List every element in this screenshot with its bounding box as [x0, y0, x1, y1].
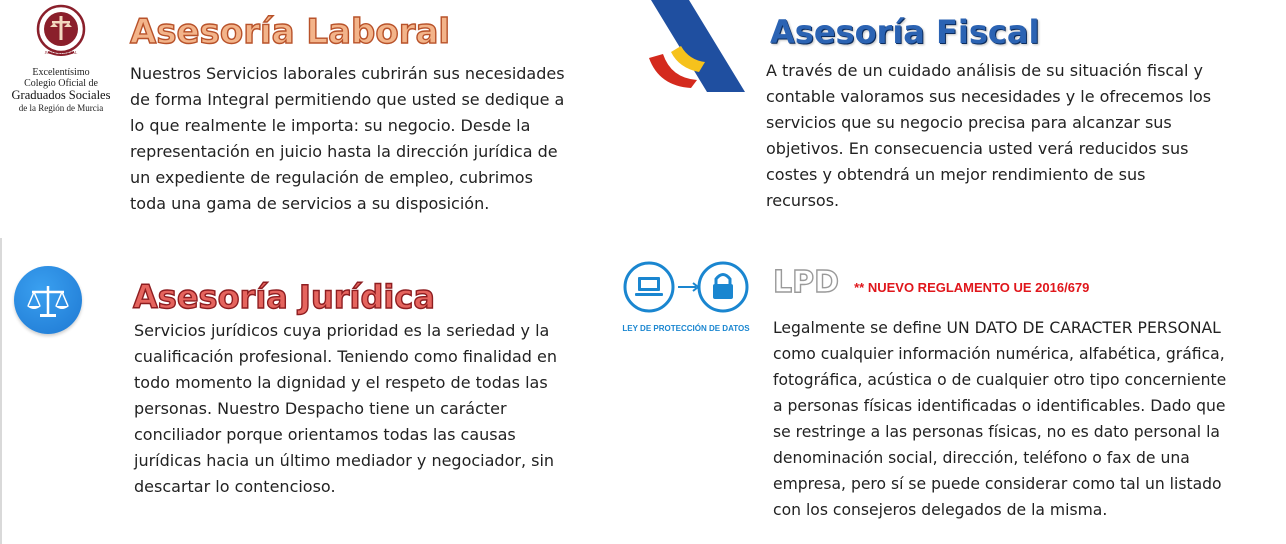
- computer-to-lock-icon: [620, 260, 750, 342]
- lpd-line: se restringe a las personas físicas, no es dato personal la: [773, 423, 1220, 441]
- logo-ring-text: JUSTICIA SOCIAL: [44, 50, 78, 55]
- juridica-line: jurídicas hacia un último mediador y negociador, sin: [134, 451, 555, 470]
- laboral-line: de forma Integral permitiendo que usted se dedique a: [130, 90, 565, 109]
- laboral-line: un expediente de regulación de empleo, cubrimos: [130, 168, 533, 187]
- juridica-description: [134, 318, 557, 500]
- laboral-description: [130, 61, 565, 217]
- fiscal-line: contable valoramos sus necesidades y le ofrecemos los: [766, 87, 1212, 106]
- juridica-title: Asesoría Jurídica: [133, 278, 435, 316]
- fiscal-title: Asesoría Fiscal: [770, 13, 1040, 51]
- logo-line: Colegio Oficial de: [24, 78, 98, 89]
- scales-of-justice-icon: [14, 266, 82, 334]
- fiscal-line: servicios que su negocio precisa para alcanzar sus: [766, 113, 1172, 132]
- laboral-section: [0, 0, 620, 236]
- laboral-line: representación en juicio hasta la dirección jurídica de: [130, 142, 558, 161]
- laboral-title: Asesoría Laboral: [130, 12, 451, 52]
- juridica-section: [0, 240, 620, 544]
- juridica-line: personas. Nuestro Despacho tiene un carácter: [134, 399, 507, 418]
- lpd-line: Legalmente se define UN DATO DE CARACTER PERSONAL: [773, 319, 1221, 337]
- lpd-line: como cualquier información numérica, alfabética, gráfica,: [773, 345, 1225, 363]
- fiscal-description: [766, 58, 1211, 214]
- lpd-title: LPD: [773, 265, 840, 300]
- lpd-section: [620, 240, 1286, 544]
- logo-line: Excelentísimo: [32, 67, 90, 78]
- lpd-description: [773, 315, 1226, 523]
- fiscal-line: recursos.: [766, 191, 840, 210]
- logo-line: de la Región de Murcia: [18, 103, 104, 113]
- logo-line: Graduados Sociales: [11, 88, 111, 102]
- juridica-line: Servicios jurídicos cuya prioridad es la seriedad y la: [134, 321, 550, 340]
- graduados-sociales-seal-icon: [36, 4, 86, 56]
- lpd-icon-caption: LEY DE PROTECCIÓN DE DATOS: [622, 324, 750, 333]
- lpd-line: a personas físicas identificadas o identificables. Dado que: [773, 397, 1226, 415]
- juridica-line: descartar lo contencioso.: [134, 477, 336, 496]
- juridica-line: todo momento la dignidad y el respeto de todas las: [134, 373, 548, 392]
- lpd-line: denominación social, dirección, teléfono o fax de una: [773, 449, 1190, 467]
- lpd-header: [773, 266, 1089, 300]
- fiscal-line: A través de un cuidado análisis de su situación fiscal y: [766, 61, 1204, 80]
- juridica-line: conciliador porque orientamos todas las causas: [134, 425, 516, 444]
- lpd-line: con los consejeros delegados de la misma.: [773, 501, 1108, 519]
- laboral-line: toda una gama de servicios a su disposición.: [130, 194, 490, 213]
- laboral-line: lo que realmente le importa: su negocio. Desde la: [130, 116, 531, 135]
- lpd-line: empresa, pero sí se puede considerar como tal un listado: [773, 475, 1222, 493]
- juridica-line: cualificación profesional. Teniendo como finalidad en: [134, 347, 557, 366]
- fiscal-line: costes y obtendrá un mejor rendimiento de sus: [766, 165, 1146, 184]
- lpd-line: fotográfica, acústica o de cualquier otro tipo concerniente: [773, 371, 1227, 389]
- fiscal-line: objetivos. En consecuencia usted verá reducidos sus: [766, 139, 1189, 158]
- fiscal-section: [625, 0, 1286, 236]
- laboral-logo: [0, 4, 122, 120]
- lpd-regulation-note: ** NUEVO REGLAMENTO UE 2016/679: [854, 280, 1090, 295]
- laboral-line: Nuestros Servicios laborales cubrirán sus necesidades: [130, 64, 565, 83]
- aeat-logo-icon: [633, 0, 751, 92]
